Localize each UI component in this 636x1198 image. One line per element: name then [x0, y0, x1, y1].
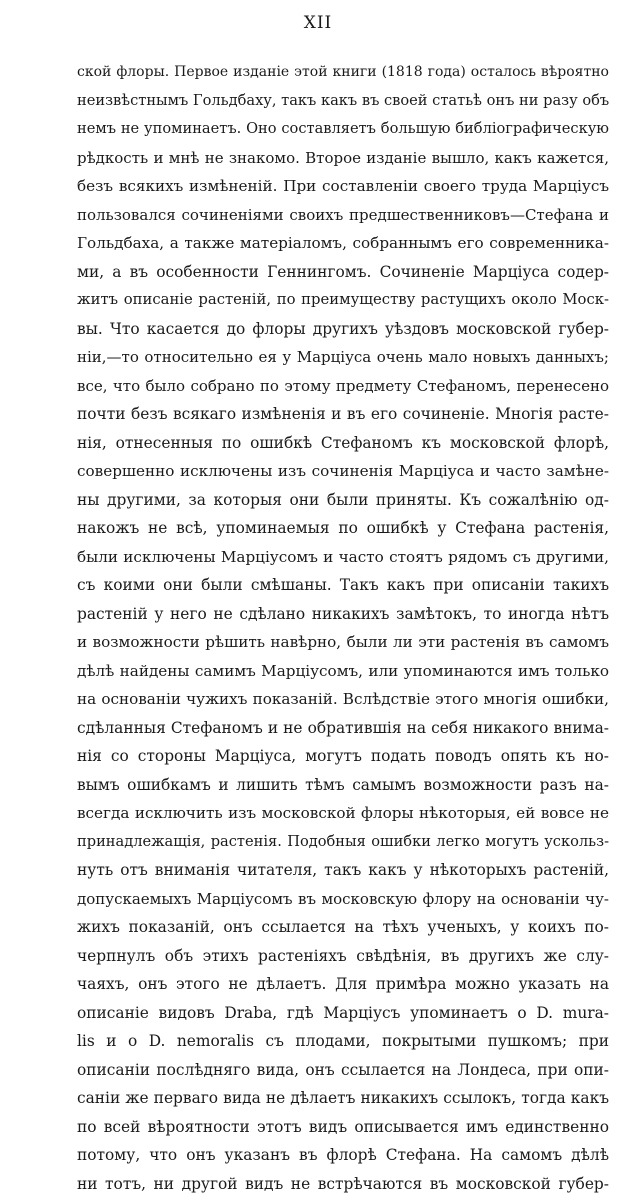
text-line: дѣлѣ найдены самимъ Марціусомъ, или упоминаются имъ только: [77, 657, 609, 686]
text-line: немъ не упоминаетъ. Оно составляетъ большую библіографическую: [77, 115, 609, 144]
text-line: растеній у него не сдѣлано никакихъ замѣтокъ, то иногда нѣтъ: [77, 600, 609, 629]
text-line: совершенно исключены изъ сочиненія Марціуса и часто замѣне-: [77, 457, 609, 486]
text-line: потому, что онъ указанъ въ флорѣ Стефана. На самомъ дѣлѣ: [77, 1141, 609, 1170]
text-line: вы. Что касается до флоры другихъ уѣздовъ московской губер-: [77, 315, 609, 344]
text-line: были исключены Марціусомъ и часто стоятъ рядомъ съ другими,: [77, 543, 609, 572]
text-line: житъ описаніе растеній, по преимуществу растущихъ около Моск-: [77, 286, 609, 315]
body-text: [77, 58, 609, 1198]
text-line: описаніи послѣдняго вида, онъ ссылается на Лондеса, при опи-: [77, 1056, 609, 1085]
text-line: вымъ ошибкамъ и лишить тѣмъ самымъ возможности разъ на-: [77, 771, 609, 800]
text-line: принадлежащія, растенія. Подобныя ошибки легко могутъ ускольз-: [77, 828, 609, 857]
text-line: почти безъ всякаго измѣненія и въ его сочиненіе. Многія расте-: [77, 400, 609, 429]
text-line: съ коими они были смѣшаны. Такъ какъ при описаніи такихъ: [77, 571, 609, 600]
text-line: и возможности рѣшить навѣрно, были ли эти растенія въ самомъ: [77, 628, 609, 657]
text-line: нія, отнесенныя по ошибкѣ Стефаномъ къ московской флорѣ,: [77, 429, 609, 458]
text-line: ни тотъ, ни другой видъ не встрѣчаются въ московской губер-: [77, 1170, 609, 1198]
text-line: нія со стороны Марціуса, могутъ подать поводъ опять къ но-: [77, 742, 609, 771]
text-line: рѣдкость и мнѣ не знакомо. Второе изданіе вышло, какъ кажется,: [77, 144, 609, 173]
text-line: ми, а въ особенности Геннингомъ. Сочиненіе Марціуса содер-: [77, 258, 609, 287]
text-line: все, что было собрано по этому предмету Стефаномъ, перенесено: [77, 372, 609, 401]
text-line: ны другими, за которыя они были приняты. Къ сожалѣнію од-: [77, 486, 609, 515]
text-line: Гольдбаха, а также матеріаломъ, собраннымъ его современника-: [77, 229, 609, 258]
text-line: описаніе видовъ Draba, гдѣ Марціусъ упоминаетъ о D. mura-: [77, 999, 609, 1028]
text-line: накожъ не всѣ, упоминаемыя по ошибкѣ у Стефана растенія,: [77, 514, 609, 543]
text-line: на основаніи чужихъ показаній. Вслѣдствіе этого многія ошибки,: [77, 685, 609, 714]
text-line: жихъ показаній, онъ ссылается на тѣхъ ученыхъ, у коихъ по-: [77, 913, 609, 942]
text-line: сдѣланныя Стефаномъ и не обратившія на себя никакого внима-: [77, 714, 609, 743]
text-line: неизвѣстнымъ Гольдбаху, такъ какъ въ своей статьѣ онъ ни разу объ: [77, 87, 609, 116]
text-line: по всей вѣроятности этотъ видъ описывается имъ единственно: [77, 1113, 609, 1142]
text-line: ской флоры. Первое изданіе этой книги (1818 года) осталось вѣроятно: [77, 58, 609, 87]
text-line: допускаемыхъ Марціусомъ въ московскую флору на основаніи чу-: [77, 885, 609, 914]
text-line: саніи же перваго вида не дѣлаетъ никакихъ ссылокъ, тогда какъ: [77, 1084, 609, 1113]
text-line: черпнулъ объ этихъ растеніяхъ свѣдѣнія, въ другихъ же слу-: [77, 942, 609, 971]
text-line: ніи,—то относительно ея у Марціуса очень мало новыхъ данныхъ;: [77, 343, 609, 372]
text-line: чаяхъ, онъ этого не дѣлаетъ. Для примѣра можно указать на: [77, 970, 609, 999]
text-line: безъ всякихъ измѣненій. При составленіи своего труда Марціусъ: [77, 172, 609, 201]
text-line: нуть отъ вниманія читателя, такъ какъ у нѣкоторыхъ растеній,: [77, 856, 609, 885]
page-number: XII: [0, 12, 636, 34]
text-line: lis и о D. nemoralis съ плодами, покрытыми пушкомъ; при: [77, 1027, 609, 1056]
text-line: всегда исключить изъ московской флоры нѣкоторыя, ей вовсе не: [77, 799, 609, 828]
text-line: пользовался сочиненіями своихъ предшественниковъ—Стефана и: [77, 201, 609, 230]
